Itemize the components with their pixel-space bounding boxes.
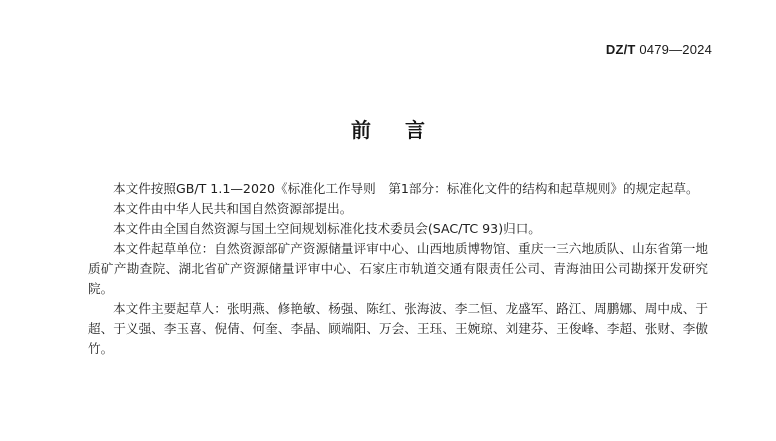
standard-code bbox=[606, 42, 712, 57]
paragraph-drafters: 本文件主要起草人：张明燕、修艳敏、杨强、陈红、张海波、李二恒、龙盛军、路江、周鹏娜、周中成、于超、于义强、李玉喜、倪倩、何奎、李晶、顾端阳、万会、王珏、王婉琼、刘建芬、王俊峰、李超、张财、李傲竹。 bbox=[88, 301, 708, 356]
paragraph-drafting-units: 本文件起草单位：自然资源部矿产资源储量评审中心、山西地质博物馆、重庆一三六地质队、山东省第一地质矿产勘查院、湖北省矿产资源储量评审中心、石家庄市轨道交通有限责任公司、青海油田公司勘探开发研究院。 bbox=[88, 241, 708, 296]
paragraph-proposer: 本文件由中华人民共和国自然资源部提出。 bbox=[113, 201, 353, 216]
page-title: 前言 bbox=[351, 118, 459, 142]
foreword-body bbox=[88, 179, 708, 359]
paragraph-committee: 本文件由全国自然资源与国土空间规划标准化技术委员会(SAC/TC 93)归口。 bbox=[113, 221, 541, 236]
paragraph-drafting-basis: 本文件按照GB/T 1.1—2020《标准化工作导则 第1部分：标准化文件的结构和起草规则》的规定起草。 bbox=[113, 181, 699, 196]
standard-number: 0479—2024 bbox=[639, 42, 712, 57]
standard-prefix: DZ/T bbox=[605, 42, 636, 57]
